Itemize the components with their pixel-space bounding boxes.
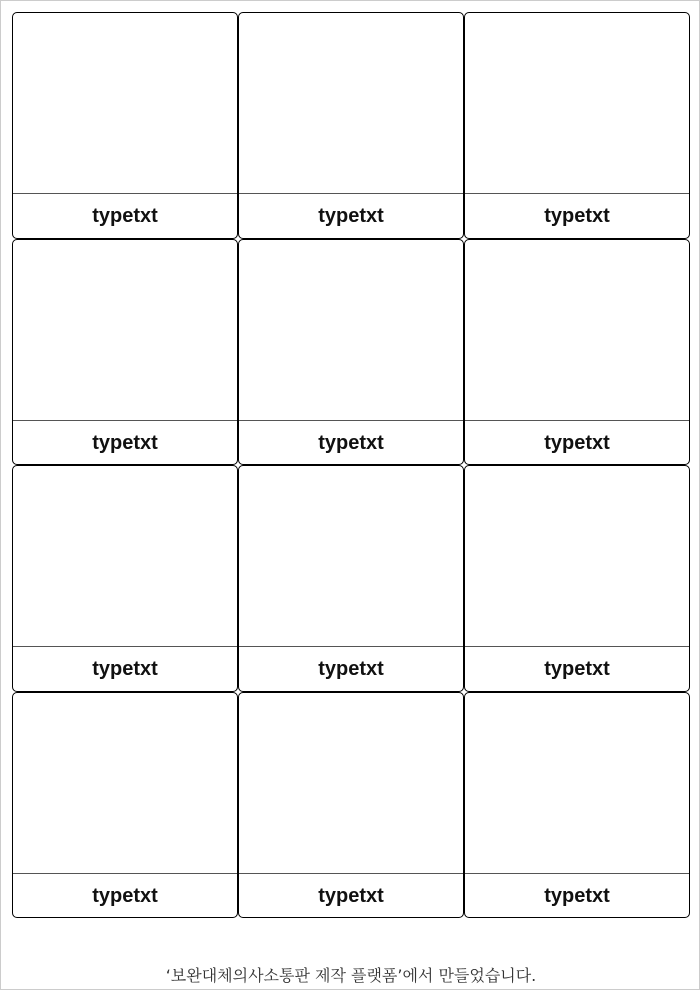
symbol-card[interactable] [12,12,238,239]
symbol-card[interactable] [464,239,690,466]
symbol-label: typetxt [92,431,158,454]
symbol-label: typetxt [318,205,384,228]
symbol-label: typetxt [92,658,158,681]
symbol-image-area [465,240,689,421]
symbol-image-area [13,693,237,874]
symbol-card[interactable] [238,692,464,919]
symbol-image-area [13,240,237,421]
symbol-card[interactable] [238,465,464,692]
symbol-image-area [239,693,463,874]
symbol-card[interactable] [12,239,238,466]
symbol-image-area [239,13,463,194]
symbol-label: typetxt [318,884,384,907]
symbol-image-area [13,13,237,194]
symbol-label: typetxt [318,431,384,454]
symbol-card[interactable] [238,239,464,466]
symbol-label: typetxt [92,205,158,228]
symbol-label: typetxt [544,884,610,907]
symbol-card-grid [12,12,690,918]
symbol-image-area [465,13,689,194]
symbol-card[interactable] [464,692,690,919]
symbol-label: typetxt [544,431,610,454]
symbol-card[interactable] [464,12,690,239]
symbol-image-area [13,466,237,647]
symbol-image-area [465,693,689,874]
footer-credit: ‘보완대체의사소통판 제작 플랫폼’에서 만들었습니다. [165,966,537,985]
symbol-card[interactable] [12,465,238,692]
symbol-label: typetxt [92,884,158,907]
symbol-image-area [239,240,463,421]
symbol-image-area [465,466,689,647]
symbol-label: typetxt [318,658,384,681]
symbol-card[interactable] [12,692,238,919]
symbol-card[interactable] [238,12,464,239]
symbol-label: typetxt [544,658,610,681]
symbol-card[interactable] [464,465,690,692]
symbol-image-area [239,466,463,647]
symbol-label: typetxt [544,205,610,228]
